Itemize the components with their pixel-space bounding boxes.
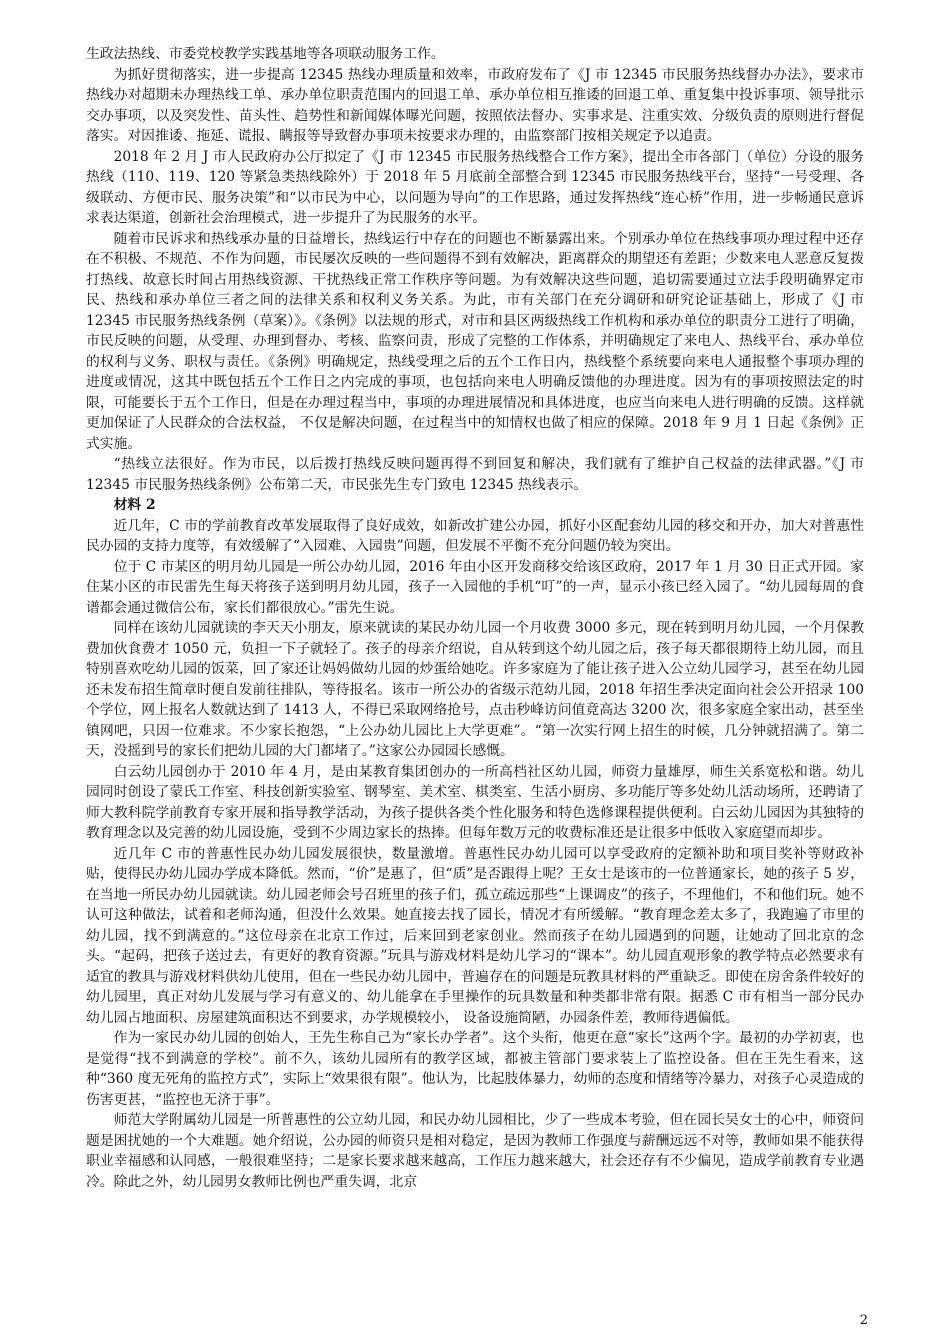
section-heading-material-2: 材料 2 xyxy=(113,497,156,513)
paragraph-baiyun-kindergarten: 白云幼儿园创办于 2010 年 4 月，是由某教育集团创办的一所高档社区幼儿园，师资力量雄厚，师生关系宽松和谐。幼儿园同时创设了蒙氏工作室、科技创新实验室、钢琴室、美术室、棋类室、生活小厨房、多功能厅等多处幼儿活动场所，还聘请了师大教科院学前教育专家开展和指导教学活动，为孩子提供各类个性化服务和特色选修课程提供便利。白云幼儿园因为其独特的教育理念以及完善的幼儿园设施，受到不少周边家长的热捧。但每年数万元的收费标准还是让很多中低收入家庭望而却步。 xyxy=(86,763,864,841)
document-body xyxy=(86,44,864,1192)
paragraph-private-kindergarten-quality: 近几年 C 市的普惠性民办幼儿园发展很快，数量激增。普惠性民办幼儿园可以享受政府的定额补助和项目奖补等财政补贴，使得民办幼儿园办学成本降低。然而，“价”是惠了，但“质”是否跟得上呢？王女士是该市的一位普通家长，她的孩子 5 岁，在当地一所民办幼儿园就读。幼儿园老师会号召班里的孩子们，孤立疏远那些“上课调皮”的孩子，不理他们，不和他们玩。她不认可这种做法，试着和老师沟通，但没什么效果。她直接去找了园长，情况才有所缓解。“教育理念差太多了，我跑遍了市里的幼儿园，找不到满意的。”这位母亲在北京工作过，后来回到老家创业。然而孩子在幼儿园遇到的问题，让她动了回北京的念头。“起码，把孩子送过去，有更好的教育资源。”玩具与游戏材料是幼儿学习的“课本”。幼儿园直观形象的教学特点必然要求有适宜的教具与游戏材料供幼儿使用，但在一些民办幼儿园中，普遍存在的问题是玩教具材料的严重缺乏。即使在房舍条件较好的幼儿园里，真正对幼儿发展与学习有意义的、幼儿能拿在手里操作的玩具数量和种类都非常有限。据悉 C 市有相当一部分民办幼儿园占地面积、房屋建筑面积达不到要求，办学规模较小， 设备设施简陋，办园条件差，教师待遇偏低。 xyxy=(86,845,864,1026)
paragraph-preschool-overview: 近几年，C 市的学前教育改革发展取得了良好成效，如新改扩建公办园，抓好小区配套幼儿园的移交和开办，加大对普惠性民办园的支持力度等，有效缓解了“入园难、入园贵”问题，但发展不平衡不充分问题仍较为突出。 xyxy=(86,517,864,554)
paragraph-supervision-measures: 为抓好贯彻落实，进一步提高 12345 热线办理质量和效率，市政府发布了《J 市 12345 市民服务热线督办办法》，要求市热线办对超期未办理热线工单、承办单位职责范围内的回退工单、承办单位相互推诿的回退工单、重复集中投诉事项、领导批示交办事项，以及突发性、苗头性、趋势性和新闻媒体曝光问题，按照依法督办、实事求是、注重实效、分级负责的原则进行督促落实。对因推诿、拖延、谎报、瞒报等导致督办事项未按要求办理的，由监察部门按相关规定予以追责。 xyxy=(86,66,864,144)
paragraph-mingyue-kindergarten: 位于 C 市某区的明月幼儿园是一所公办幼儿园，2016 年由小区开发商移交给该区政府，2017 年 1 月 30 日正式开园。家住某小区的市民雷先生每天将孩子送到明月幼儿园，孩子一入园他的手机“叮”的一声，显示小孩已经入园了。“幼儿园每周的食谱都会通过微信公布，家长们都很放心。”雷先生说。 xyxy=(86,558,864,616)
page-number: 2 xyxy=(859,1313,868,1328)
paragraph-citizen-quote: “热线立法很好。作为市民，以后拨打热线反映问题再得不到回复和解决，我们就有了维护自己权益的法律武器。”《J 市 12345 市民服务热线条例》公布第二天，市民张先生专门致电 12345 热线表示。 xyxy=(86,456,864,493)
paragraph-enrollment-demand: 同样在该幼儿园就读的李天天小朋友，原来就读的某民办幼儿园一个月收费 3000 多元，现在转到明月幼儿园，一个月保教费加伙食费才 1050 元，负担一下子就轻了。孩子的母亲介绍说，自从转到这个幼儿园之后，孩子每天都很期待上幼儿园，而且特别喜欢吃幼儿园的饭菜，回了家还让妈妈做幼儿园的炒蛋给她吃。许多家庭为了能让孩子进入公立幼儿园学习，甚至在幼儿园还未发布招生简章时便自发前往排队，等待报名。该市一所公办的省级示范幼儿园，2018 年招生季决定面向社会公开招录 100 个学位，网上报名人数就达到了 1413 人，不得已采取网络抢号，点击秒峰访问值竟高达 3200 次，很多家庭全家出动，甚至坐镇网吧，只因一位难求。不少家长抱怨，“上公办幼儿园比上大学更难”。“第一次实行网上招生的时候，几分钟就招满了。第二天，没摇到号的家长们把幼儿园的大门都堵了。”这家公办园园长感慨。 xyxy=(86,620,864,759)
paragraph-teacher-shortage: 师范大学附属幼儿园是一所普惠性的公立幼儿园，和民办幼儿园相比，少了一些成本考验，但在园长吴女士的心中，师资问题是困扰她的一个大难题。她介绍说，公办园的师资只是相对稳定，是因为教师工作强度与薪酬远远不对等，教师如果不能获得职业幸福感和认同感，一般很难坚持；二是家长要求越来越高，工作压力越来越大，社会还存有不少偏见，造成学前教育专业遇冷。除此之外，幼儿园男女教师比例也严重失调，北京 xyxy=(86,1112,864,1190)
paragraph-integration-plan: 2018 年 2 月 J 市人民政府办公厅拟定了《J 市 12345 市民服务热线整合工作方案》，提出全市各部门（单位）分设的服务热线（110、119、120 等紧急类热线除外）于 2018 年 5 月底前全部整合到 12345 市民服务热线平台，坚持“一号受理、各级联动、方便市民、服务决策”和“以市民为中心，以问题为导向”的工作思路，通过发挥热线“连心桥”作用，进一步畅通民意诉求表达渠道，创新社会治理模式，进一步提升了为民服务的水平。 xyxy=(86,148,864,226)
paragraph-parent-founder: 作为一家民办幼儿园的创始人，王先生称自己为“家长办学者”。这个头衔，他更在意“家长”这两个字。最初的办学初衷，也是觉得“找不到满意的学校”。前不久，该幼儿园所有的教学区域，都被主管部门要求装上了监控设备。但在王先生看来，这种“360 度无死角的监控方式”，实际上“效果很有限”。他认为，比起肢体暴力，幼师的态度和情绪等冷暴力，对孩子心灵造成的伤害更甚，“监控也无济于事”。 xyxy=(86,1030,864,1108)
paragraph-continuation: 生政法热线、市委党校教学实践基地等各项联动服务工作。 xyxy=(86,46,445,62)
paragraph-hotline-regulation: 随着市民诉求和热线承办量的日益增长，热线运行中存在的问题也不断暴露出来。个别承办单位在热线事项办理过程中还存在不积极、不规范、不作为问题，市民屡次反映的一些问题得不到有效解决，距离群众的期望还有差距；少数来电人恶意反复拨打热线、故意长时间占用热线资源、干扰热线正常工作秩序等问题。为有效解决这些问题，追切需要通过立法手段明确界定市民、热线和承办单位三者之间的法律关系和权利义务关系。为此，市有关部门在充分调研和研究论证基础上，形成了《J 市 12345 市民服务热线条例（草案）》。《条例》以法规的形式，对市和县区两级热线工作机构和承办单位的职责分工进行了明确，市民反映的问题，从受理、办理到督办、考核、监察问责，形成了完整的工作体系，并明确规定了来电人、热线平台、承办单位的权利与义务、职权与责任。《条例》明确规定，热线受理之后的五个工作日内，热线整个系统要向来电人通报整个事项办理的进度或情况，这其中既包括五个工作日之内完成的事项，也包括向来电人明确反馈他的办理进度。因为有的事项按照法定的时限，可能要长于五个工作日，但是在办理过程当中，事项的办理进展情况和具体进度，也应当向来电人进行明确的反馈。这样就更加保证了人民群众的合法权益， 不仅是解决问题，在过程当中的知情权也做了相应的保障。2018 年 9 月 1 日起《条例》正式实施。 xyxy=(86,230,864,452)
